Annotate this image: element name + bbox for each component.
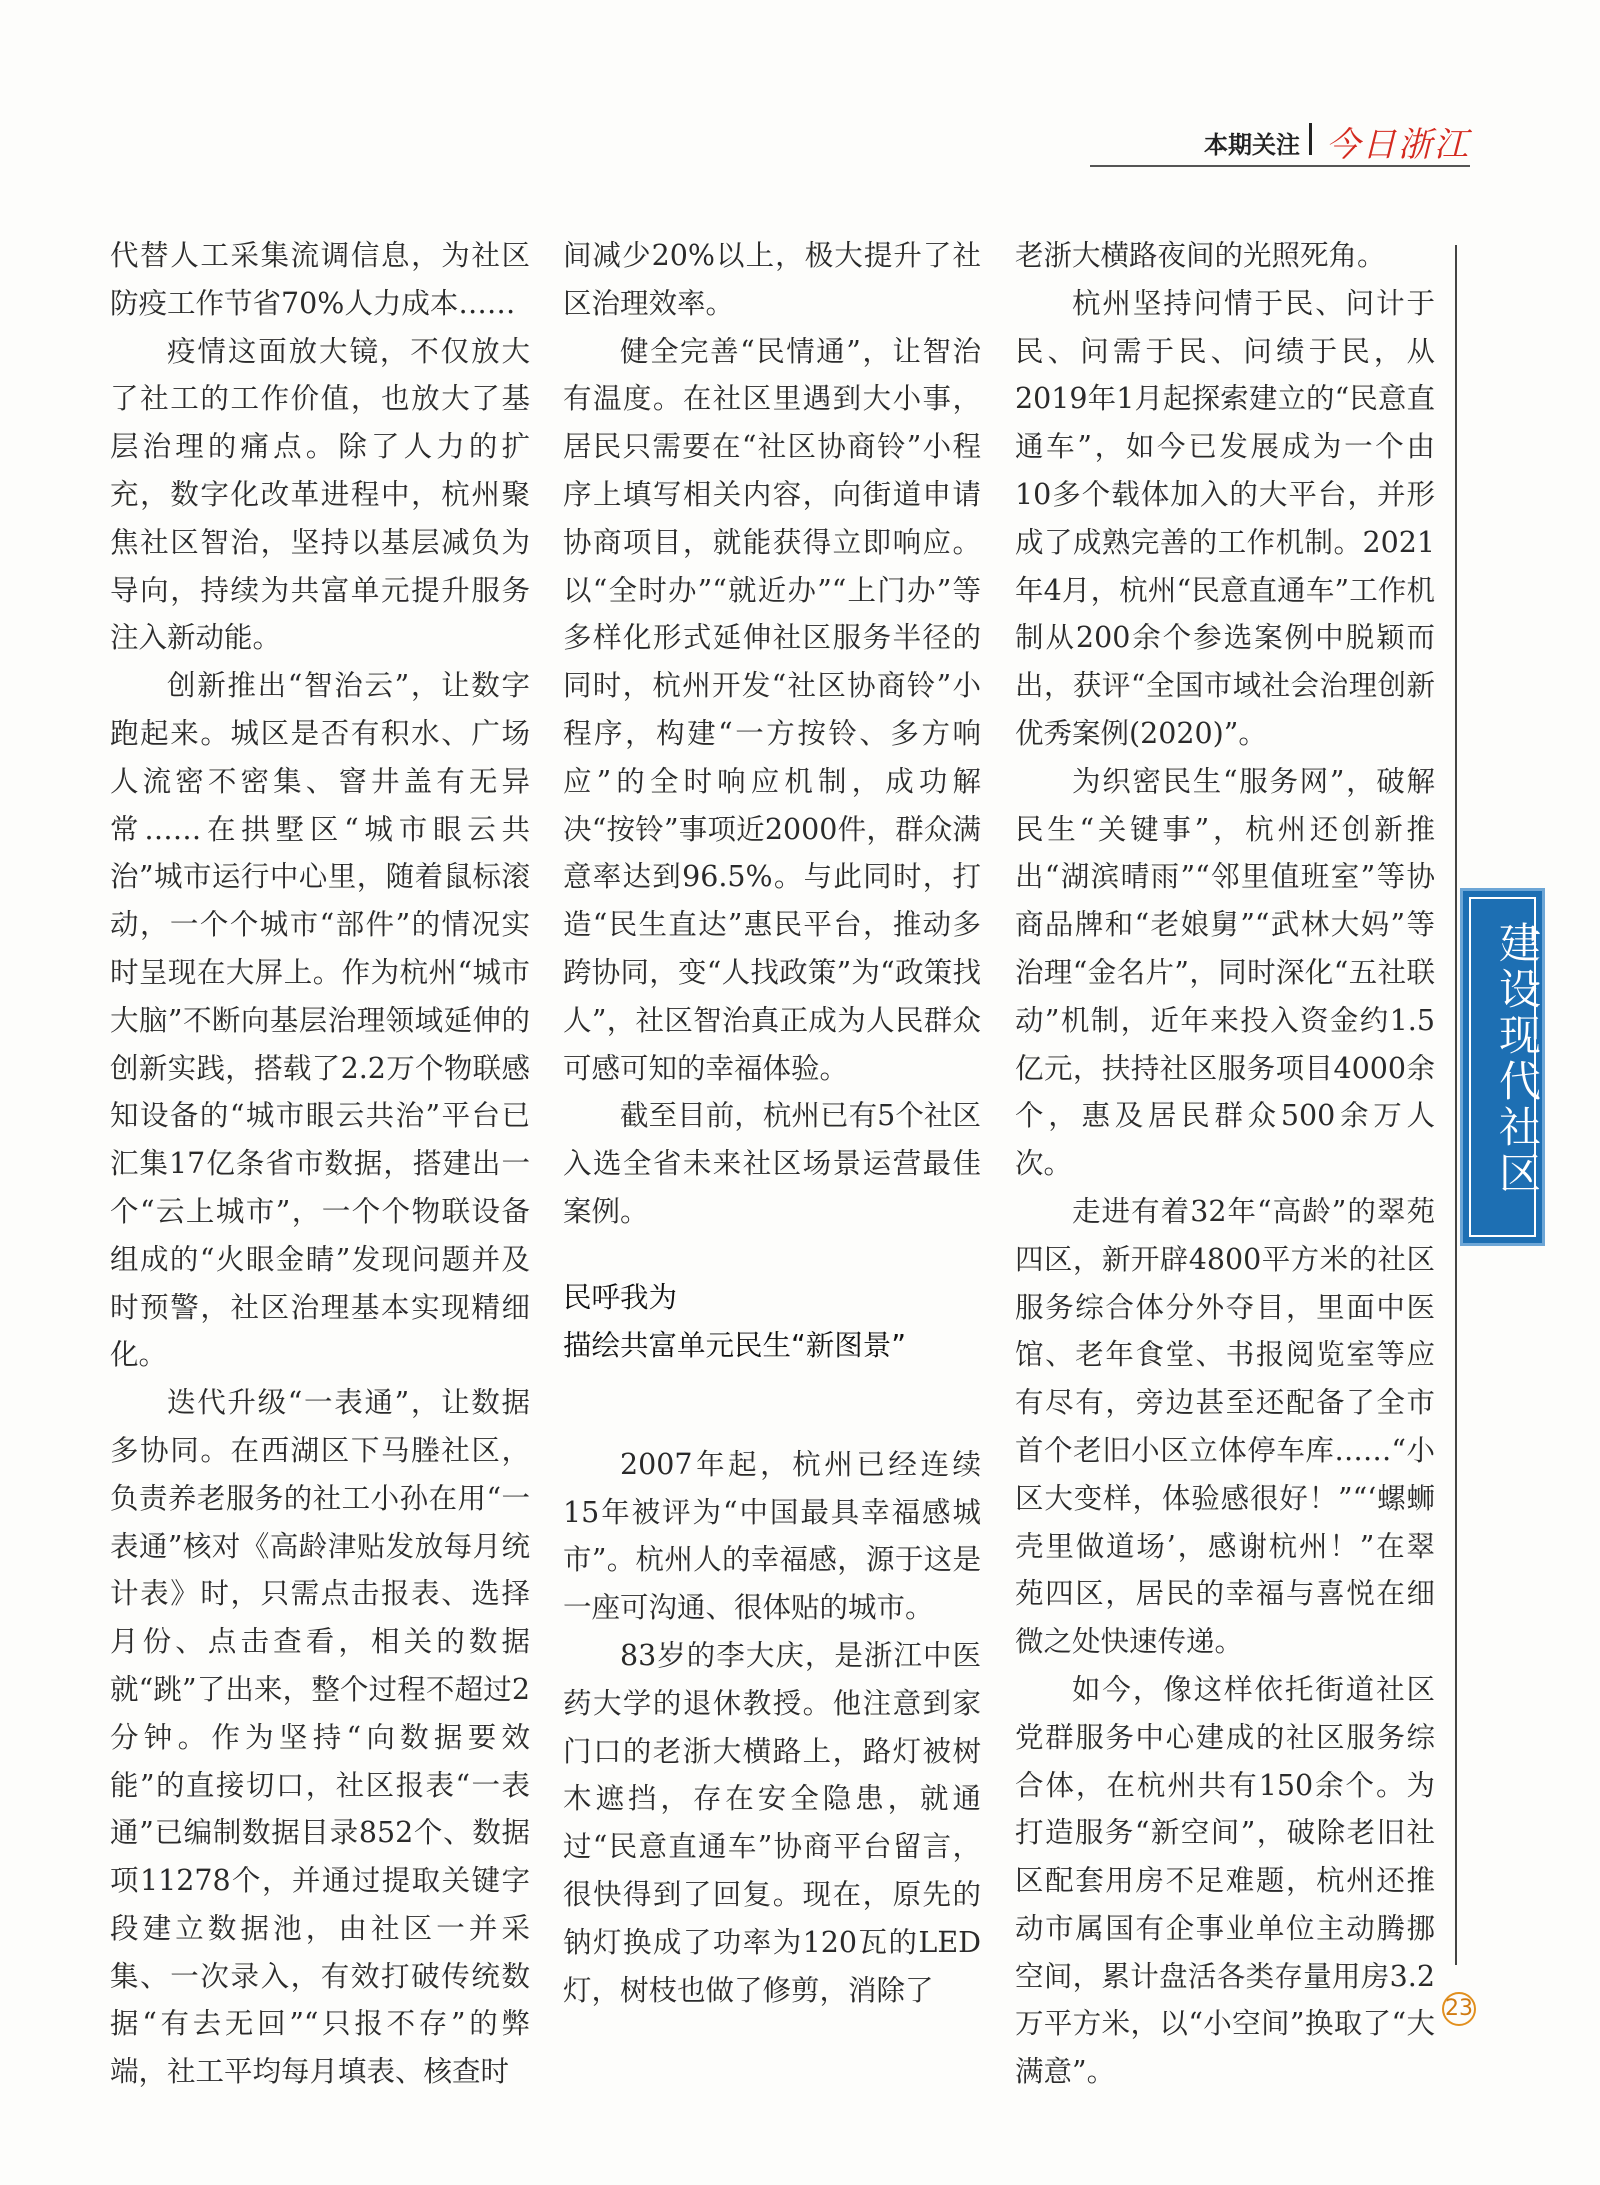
text-column-2	[563, 232, 981, 2014]
section-heading-line-1: 民呼我为	[563, 1280, 678, 1314]
page-header	[1090, 115, 1470, 167]
paragraph: 杭州坚持问情于民、问计于民、问需于民、问绩于民，从2019年1月起探索建立的“民意直通车”，如今已发展成为一个由10多个载体加入的大平台，并形成了成熟完善的工作机制。2021年4月，杭州“民意直通车”工作机制从200余个参选案例中脱颖而出，获评“全国市域社会治理创新优秀案例(2020)”。	[1015, 286, 1435, 750]
side-tab-label: 建设现代社区	[1493, 921, 1542, 1197]
section-heading-line-2: 描绘共富单元民生“新图景”	[563, 1328, 907, 1362]
magazine-logo: 今日浙江	[1326, 125, 1470, 165]
paragraph: 截至目前，杭州已有5个社区入选全省未来社区场景运营最佳案例。	[563, 1099, 981, 1228]
vertical-divider	[1455, 245, 1457, 1965]
section-title: 本期关注	[1204, 131, 1300, 159]
paragraph: 代替人工采集流调信息，为社区防疫工作节省70%人力成本……	[110, 239, 530, 320]
paragraph: 走进有着32年“高龄”的翠苑四区，新开辟4800平方米的社区服务综合体分外夺目，里面中医馆、老年食堂、书报阅览室等应有尽有，旁边甚至还配备了全市首个老旧小区立体停车库……“小区大变样，体验感很好！”“‘螺蛳壳里做道场’，感谢杭州！”在翠苑四区，居民的幸福与喜悦在细微之处快速传递。	[1015, 1194, 1435, 1659]
text-column-3	[1015, 232, 1435, 2096]
paragraph: 迭代升级“一表通”，让数据多协同。在西湖区下马塍社区，负责养老服务的社工小孙在用“一表通”核对《高龄津贴发放每月统计表》时，只需点击报表、选择月份、点击查看，相关的数据就“跳”了出来，整个过程不超过2分钟。作为坚持“向数据要效能”的直接切口，社区报表“一表通”已编制数据目录852个、数据项11278个，并通过提取关键字段建立数据池，由社区一并采集、一次录入，有效打破传统数据“有去无回”“只报不存”的弊端，社工平均每月填表、核查时	[110, 1386, 530, 2089]
paragraph: 创新推出“智治云”，让数字跑起来。城区是否有积水、广场人流密不密集、窨井盖有无异常……在拱墅区“城市眼云共治”城市运行中心里，随着鼠标滚动，一个个城市“部件”的情况实时呈现在大屏上。作为杭州“城市大脑”不断向基层治理领域延伸的创新实践，搭载了2.2万个物联感知设备的“城市眼云共治”平台已汇集17亿条省市数据，搭建出一个“云上城市”，一个个物联设备组成的“火眼金睛”发现问题并及时预警，社区治理基本实现精细化。	[110, 669, 530, 1372]
paragraph: 健全完善“民情通”，让智治有温度。在社区里遇到大小事，居民只需要在“社区协商铃”小程序上填写相关内容，向街道申请协商项目，就能获得立即响应。以“全时办”“就近办”“上门办”等多样化形式延伸社区服务半径的同时，杭州开发“社区协商铃”小程序，构建“一方按铃、多方响应”的全时响应机制，成功解决“按铃”事项近2000件，群众满意率达到96.5%。与此同时，打造“民生直达”惠民平台，推动多跨协同，变“人找政策”为“政策找人”，社区智治真正成为人民群众可感可知的幸福体验。	[563, 334, 981, 1085]
paragraph: 间减少20%以上，极大提升了社区治理效率。	[563, 239, 981, 320]
paragraph: 疫情这面放大镜，不仅放大了社工的工作价值，也放大了基层治理的痛点。除了人力的扩充，数字化改革进程中，杭州聚焦社区智治，坚持以基层减负为导向，持续为共富单元提升服务注入新动能。	[110, 334, 530, 655]
page-number: 23	[1442, 1992, 1476, 2026]
paragraph: 83岁的李大庆，是浙江中医药大学的退休教授。他注意到家门口的老浙大横路上，路灯被树木遮挡，存在安全隐患，就通过“民意直通车”协商平台留言，很快得到了回复。现在，原先的钠灯换成了功率为120瓦的LED灯，树枝也做了修剪，消除了	[563, 1638, 981, 2007]
section-heading	[563, 1274, 981, 1370]
text-column-1	[110, 232, 530, 2096]
paragraph: 为织密民生“服务网”，破解民生“关键事”，杭州还创新推出“湖滨晴雨”“邻里值班室”等协商品牌和“老娘舅”“武林大妈”等治理“金名片”，同时深化“五社联动”机制，近年来投入资金约1.5亿元，扶持社区服务项目4000余个，惠及居民群众500余万人次。	[1015, 764, 1435, 1181]
paragraph: 如今，像这样依托街道社区党群服务中心建成的社区服务综合体，在杭州共有150余个。为打造服务“新空间”，破除老旧社区配套用房不足难题，杭州还推动市属国有企事业单位主动腾挪空间，累计盘活各类存量用房3.2万平方米，以“小空间”换取了“大满意”。	[1015, 1672, 1435, 2089]
side-section-tab	[1460, 888, 1545, 1246]
paragraph: 2007年起，杭州已经连续15年被评为“中国最具幸福感城市”。杭州人的幸福感，源于这是一座可沟通、很体贴的城市。	[563, 1447, 981, 1625]
paragraph: 老浙大横路夜间的光照死角。	[1015, 239, 1386, 272]
header-divider	[1309, 123, 1312, 155]
